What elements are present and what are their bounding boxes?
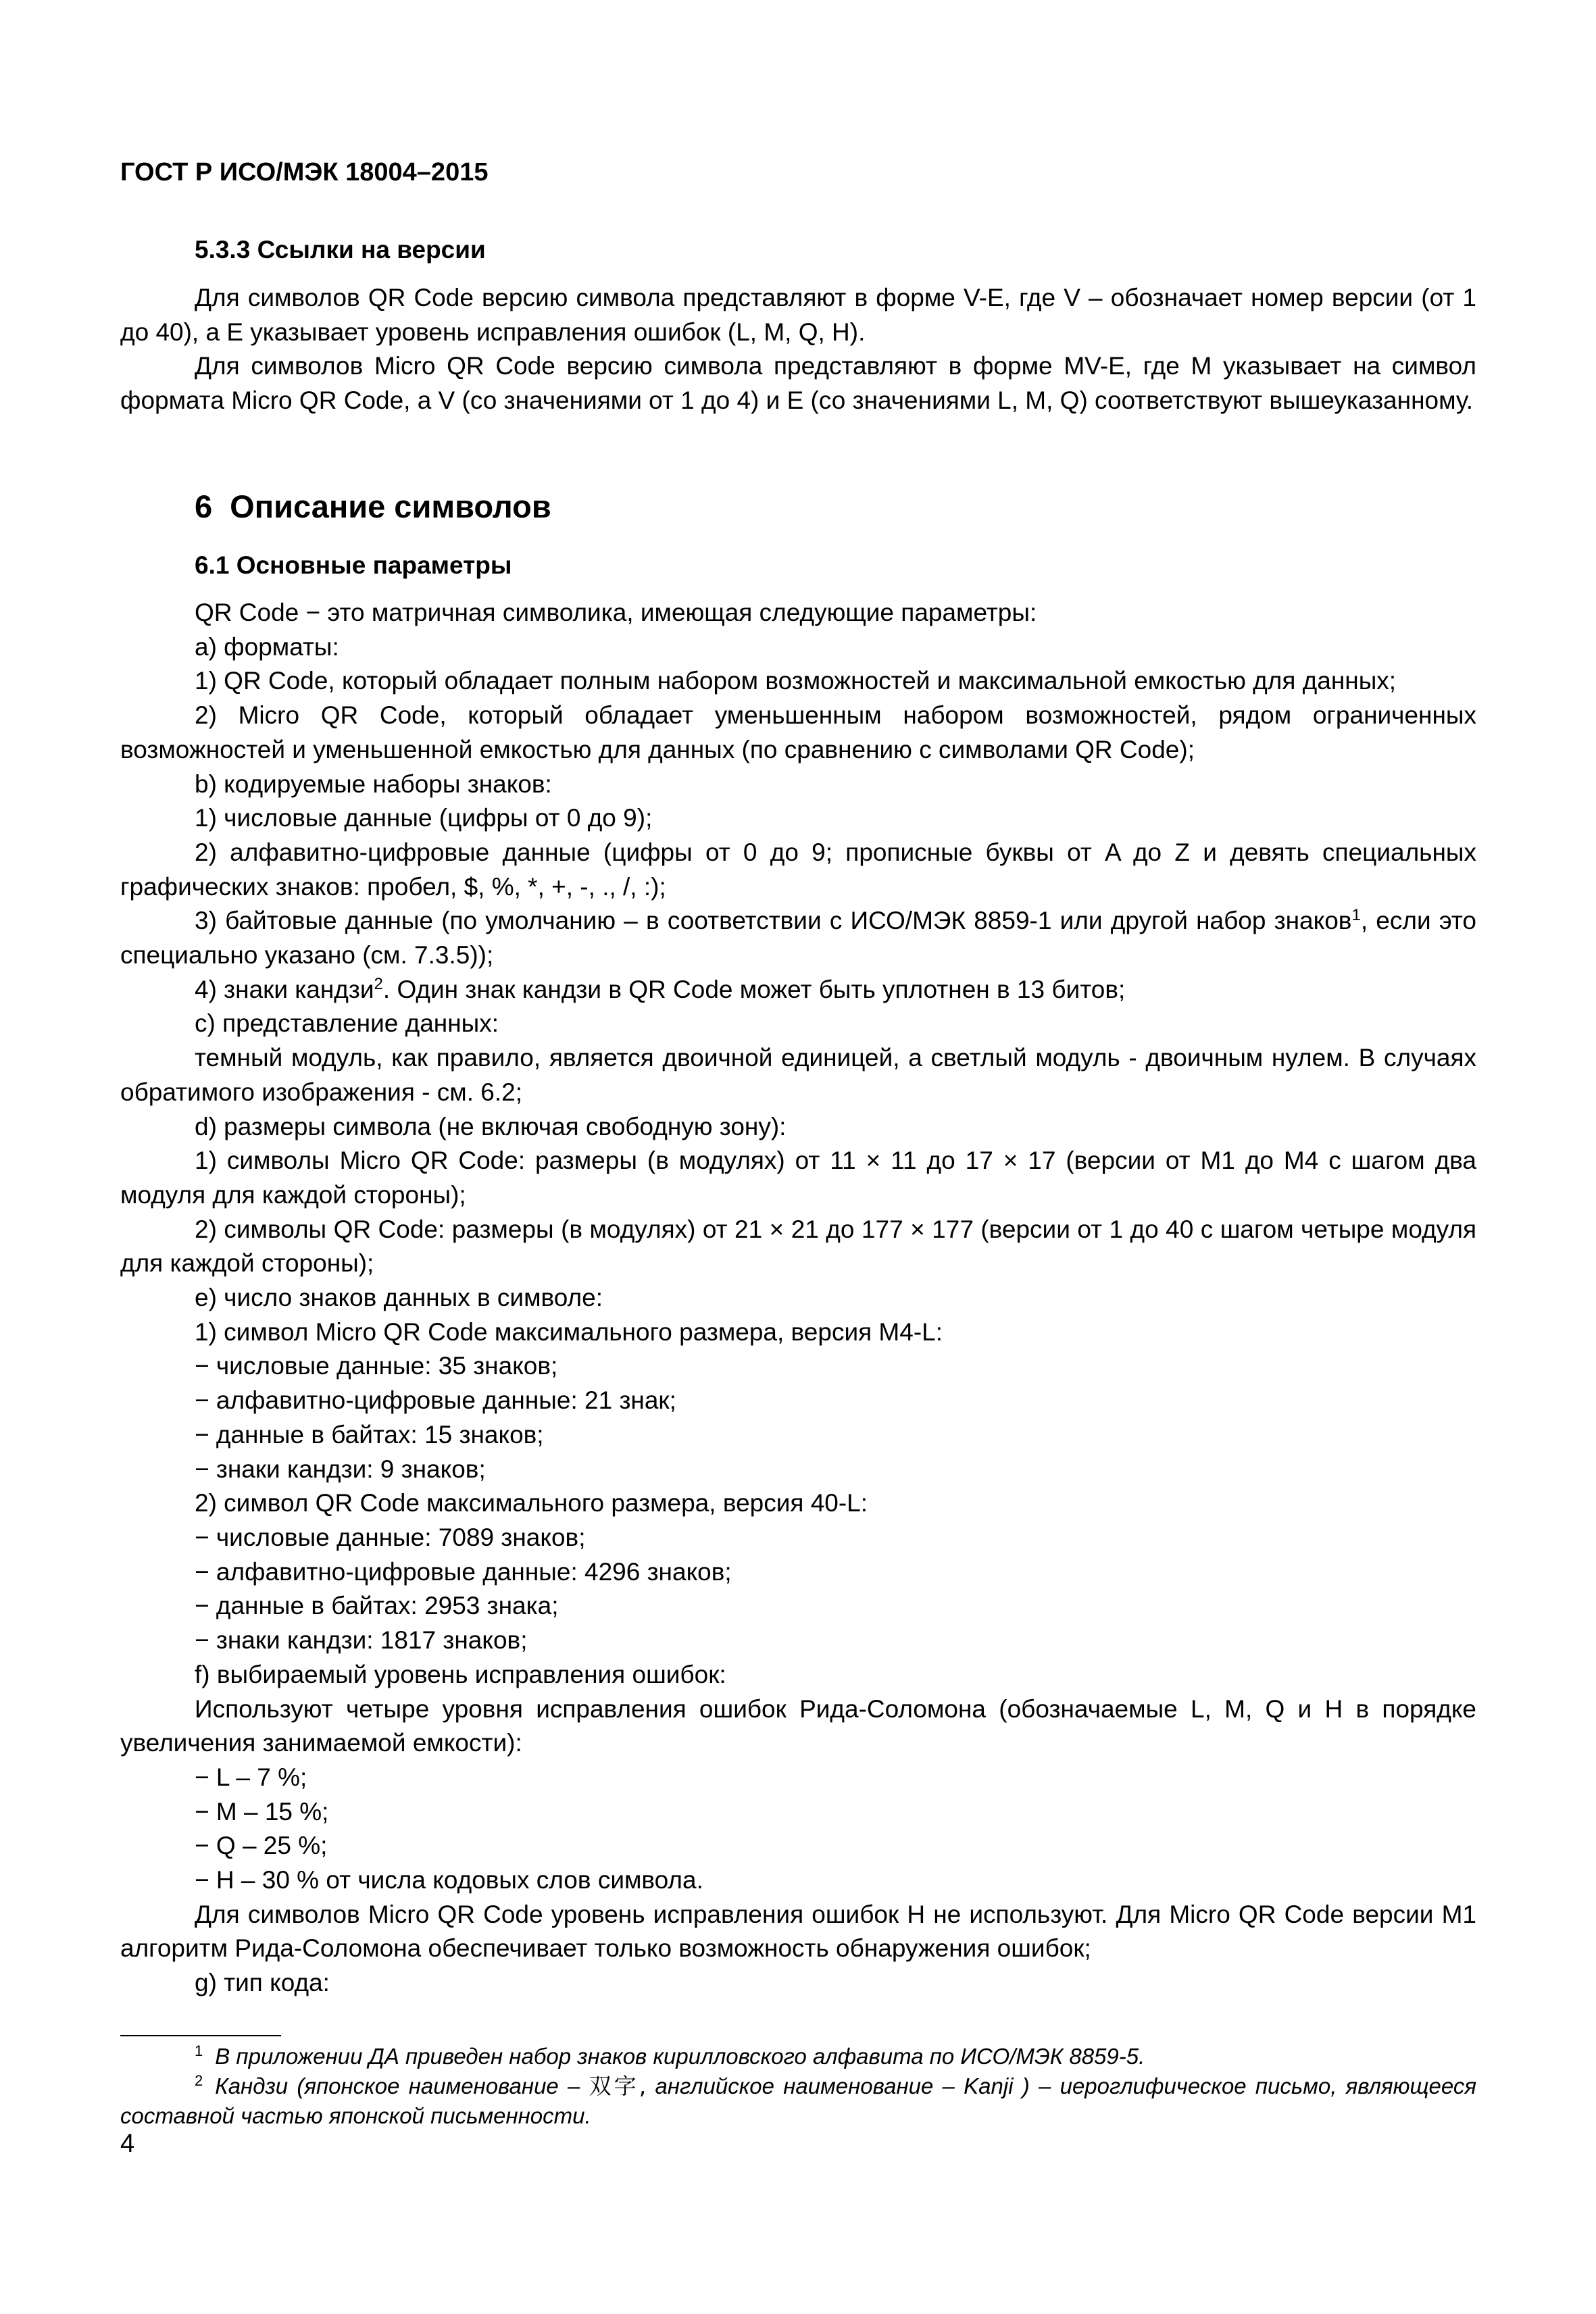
- dash-item: − H – 30 % от числа кодовых слов символа.: [195, 1866, 703, 1894]
- footnote-ref-1: 1: [1351, 906, 1361, 925]
- list-item: e) число знаков данных в символе:: [195, 1284, 603, 1312]
- paragraph: QR Code − это матричная символика, имеющая следующие параметры:: [195, 599, 1037, 626]
- paragraph: Для символов QR Code версию символа представляют в форме V-E, где V – обозначает номер версии (от 1 до 40), а E указывает уровень исправления ошибок (L, M, Q, H).: [120, 284, 1476, 346]
- page-number: 4: [120, 2130, 135, 2158]
- dash-item: − данные в байтах: 2953 знака;: [195, 1592, 559, 1620]
- subsection-heading-5-3-3: 5.3.3 Ссылки на версии: [195, 236, 486, 263]
- list-item: c) представление данных:: [195, 1009, 499, 1038]
- kanji-glyphs: 双字,: [589, 2073, 647, 2099]
- footnote-2: $^2$ Кандзи (японское наименование – 双字, английское наименование – Kanji ) – иероглифическое письмо, являющееся составной частью японской письменности.: [120, 2072, 1476, 2128]
- paragraph: Используют четыре уровня исправления ошибок Рида-Соломона (обозначаемые L, M, Q и H в порядке увеличения занимаемой емкости):: [120, 1694, 1476, 1757]
- footnotes: [120, 2042, 1476, 2131]
- list-item: 1) числовые данные (цифры от 0 до 9);: [195, 804, 653, 832]
- section-title: Описание символов: [230, 488, 551, 524]
- section-number: 6: [195, 488, 213, 524]
- dash-item: − M – 15 %;: [195, 1797, 329, 1826]
- list-item: a) форматы:: [195, 632, 339, 661]
- list-item-kanji: 4) знаки кандзи$^2$. Один знак кандзи в QR Code может быть уплотнен в 13 битов;: [195, 974, 1126, 1003]
- paragraph: Для символов Micro QR Code версию символа представляют в форме MV-E, где M указывает на символ формата Micro QR Code, а V (со значениями от 1 до 4) и E (со значениями L, M, Q) соответствуют вышеуказанному.: [120, 352, 1476, 415]
- list-item-byte-data: 3) байтовые данные (по умолчанию – в соответствии с ИСО/МЭК 8859-1 или другой набор знаков$^1$, если это специально указано (см. 7.3.5));: [120, 906, 1476, 970]
- footnote-1: $^1$ В приложении ДА приведен набор знаков кирилловского алфавита по ИСО/МЭК 8859-5.: [195, 2042, 1145, 2069]
- list-item: 1) символы Micro QR Code: размеры (в модулях) от 11 × 11 до 17 × 17 (версии от M1 до M4 с шагом два модуля для каждой стороны);: [120, 1147, 1476, 1209]
- list-item: g) тип кода:: [195, 1969, 330, 1997]
- list-item: d) размеры символа (не включая свободную зону):: [195, 1112, 787, 1140]
- subsection-heading-6-1: 6.1 Основные параметры: [195, 551, 512, 579]
- list-item: b) кодируемые наборы знаков:: [195, 770, 552, 798]
- footnote-ref-2: 2: [374, 974, 383, 993]
- list-item: 2) символ QR Code максимального размера, версия 40-L:: [195, 1489, 868, 1517]
- list-item: 2) Micro QR Code, который обладает уменьшенным набором возможностей, рядом ограниченных возможностей и уменьшенной емкостью для данных (по сравнению с символами QR Code);: [120, 701, 1476, 763]
- section-6-1-body: [120, 596, 1476, 2001]
- paragraph: темный модуль, как правило, является двоичной единицей, а светлый модуль - двоичным нулем. В случаях обратимого изображения - см. 6.2;: [120, 1044, 1476, 1106]
- footnote-separator: [120, 2035, 281, 2036]
- paragraph: Для символов Micro QR Code уровень исправления ошибок H не используют. Для Micro QR Code версии M1 алгоритм Рида-Соломона обеспечивает только возможность обнаружения ошибок;: [120, 1900, 1476, 1963]
- list-item: 1) QR Code, который обладает полным набором возможностей и максимальной емкостью для данных;: [195, 667, 1397, 695]
- dash-item: − Q – 25 %;: [195, 1832, 328, 1860]
- section-5-3-3-body: [120, 281, 1476, 418]
- dash-item: − данные в байтах: 15 знаков;: [195, 1420, 544, 1449]
- list-item: f) выбираемый уровень исправления ошибок:: [195, 1660, 726, 1688]
- dash-item: − знаки кандзи: 9 знаков;: [195, 1455, 486, 1483]
- dash-item: − числовые данные: 35 знаков;: [195, 1352, 558, 1380]
- dash-item: − числовые данные: 7089 знаков;: [195, 1523, 586, 1551]
- section-heading-6: [195, 486, 551, 527]
- list-item: 1) символ Micro QR Code максимального размера, версия M4-L:: [195, 1317, 943, 1346]
- standard-header: ГОСТ Р ИСО/МЭК 18004–2015: [120, 158, 489, 186]
- dash-item: − алфавитно-цифровые данные: 4296 знаков;: [195, 1557, 732, 1586]
- dash-item: − L – 7 %;: [195, 1763, 307, 1791]
- list-item: 2) символы QR Code: размеры (в модулях) от 21 × 21 до 177 × 177 (версии от 1 до 40 с шагом четыре модуля для каждой стороны);: [120, 1215, 1476, 1278]
- dash-item: − алфавитно-цифровые данные: 21 знак;: [195, 1386, 676, 1415]
- list-item: 2) алфавитно-цифровые данные (цифры от 0 до 9; прописные буквы от A до Z и девять специальных графических знаков: пробел, $, %, *, +, -, ., /, :);: [120, 838, 1476, 901]
- dash-item: − знаки кандзи: 1817 знаков;: [195, 1626, 528, 1655]
